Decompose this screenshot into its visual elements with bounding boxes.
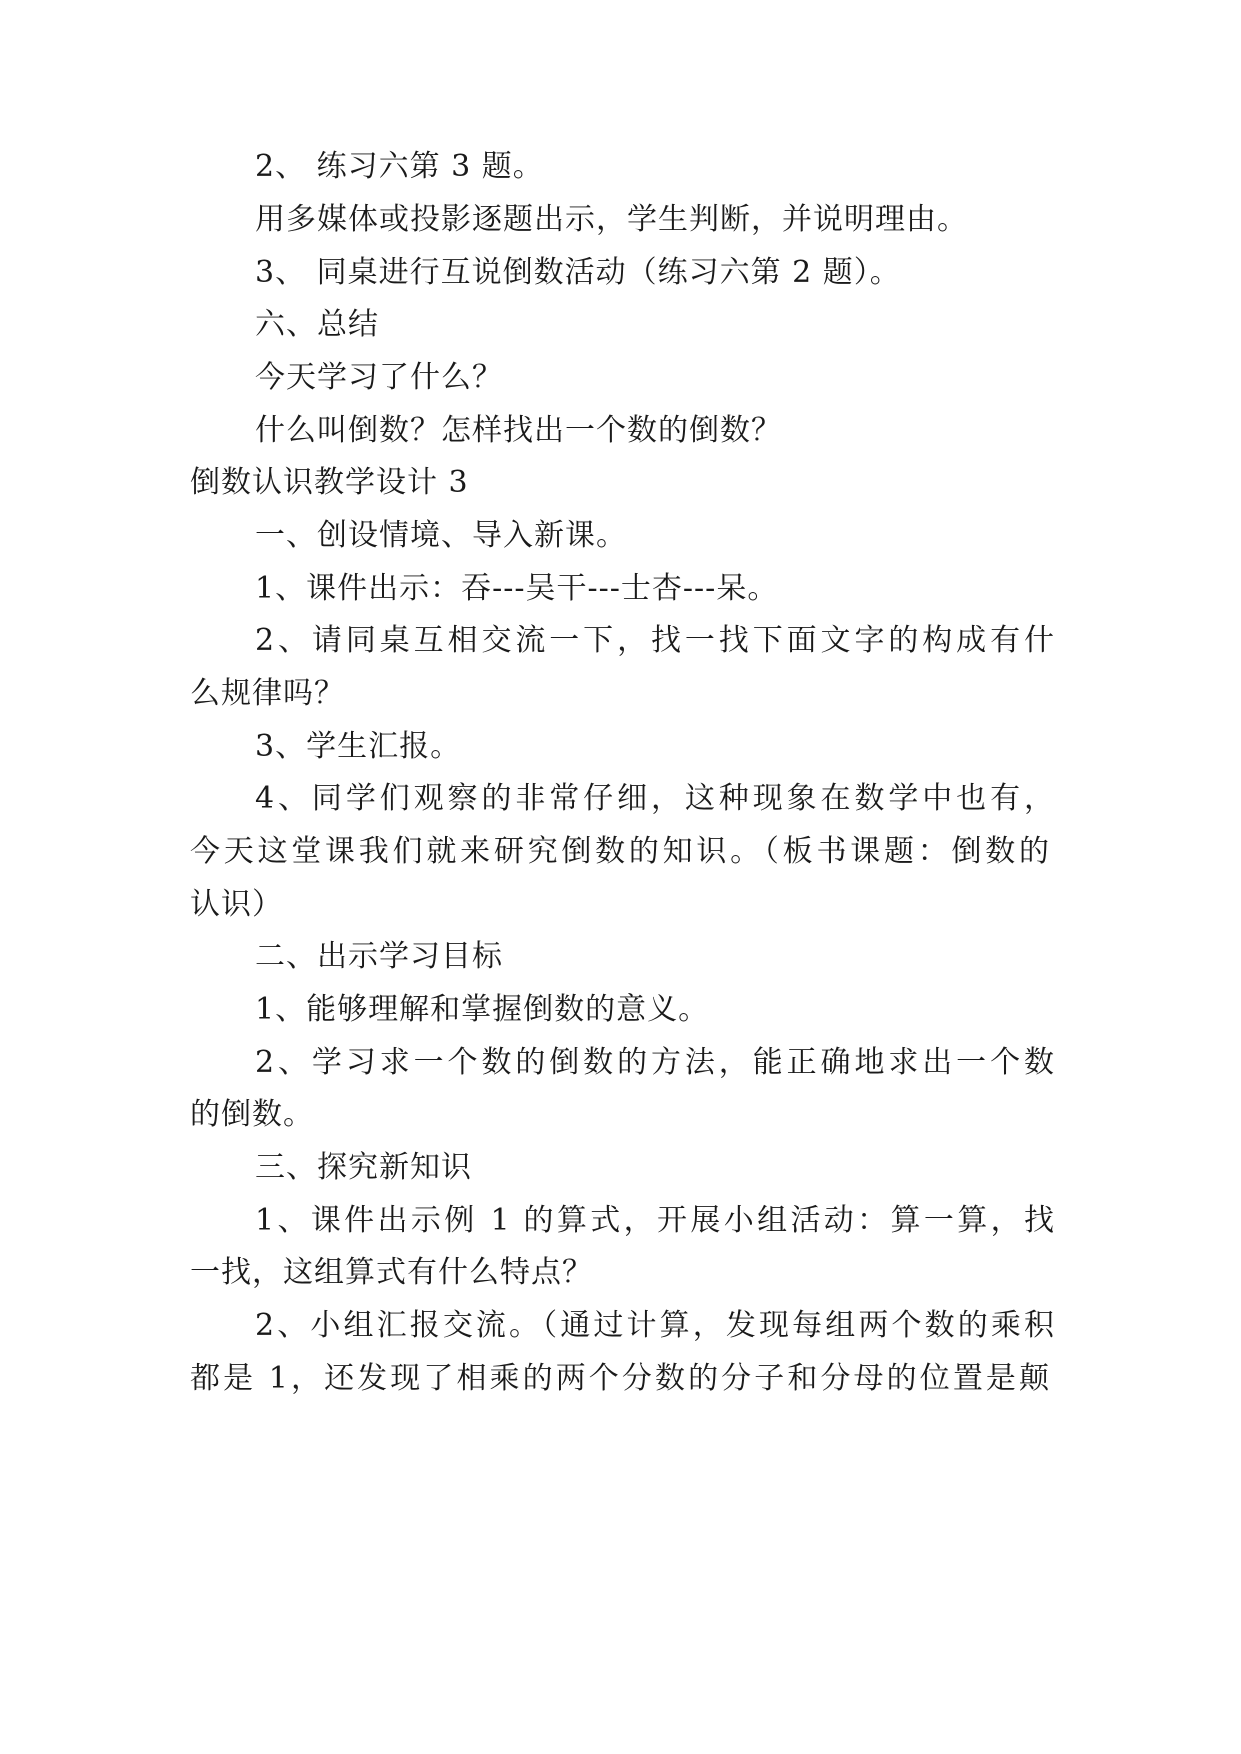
section-heading: 六、总结 [255,307,379,342]
text-line: 1、能够理解和掌握倒数的意义。 [255,992,710,1027]
text-line: 的倒数。 [190,1097,314,1132]
text-line: 4、同学们观察的非常仔细，这种现象在数学中也有， [255,781,1055,816]
text-line: 3、 同桌进行互说倒数活动（练习六第 2 题）。 [255,255,901,290]
text-line: 一找，这组算式有什么特点？ [190,1255,593,1290]
text-line: 什么叫倒数？怎样找出一个数的倒数？ [255,413,782,448]
text-line: 3、学生汇报。 [255,729,462,764]
text-line: 1、课件出示例 1 的算式，开展小组活动：算一算，找 [255,1203,1055,1238]
text-line: 1、课件出示：吞---吴干---士杏---呆。 [255,571,779,606]
text-line: 今天学习了什么？ [255,360,503,395]
document-title: 倒数认识教学设计 3 [190,465,469,500]
section-heading: 三、探究新知识 [255,1150,472,1185]
text-line: 2、小组汇报交流。（通过计算，发现每组两个数的乘积 [255,1308,1055,1343]
text-line: 今天这堂课我们就来研究倒数的知识。（板书课题：倒数的 [190,834,1050,869]
text-line: 么规律吗？ [190,676,345,711]
text-line: 认识） [190,887,283,922]
text-line: 都是 1，还发现了相乘的两个分数的分子和分母的位置是颠 [190,1361,1050,1396]
text-line: 用多媒体或投影逐题出示，学生判断，并说明理由。 [255,202,968,237]
section-heading: 二、出示学习目标 [255,939,503,974]
text-line: 2、请同桌互相交流一下，找一找下面文字的构成有什 [255,623,1055,658]
text-line: 2、 练习六第 3 题。 [255,149,544,184]
section-heading: 一、创设情境、导入新课。 [255,518,627,553]
text-line: 2、学习求一个数的倒数的方法，能正确地求出一个数 [255,1045,1055,1080]
